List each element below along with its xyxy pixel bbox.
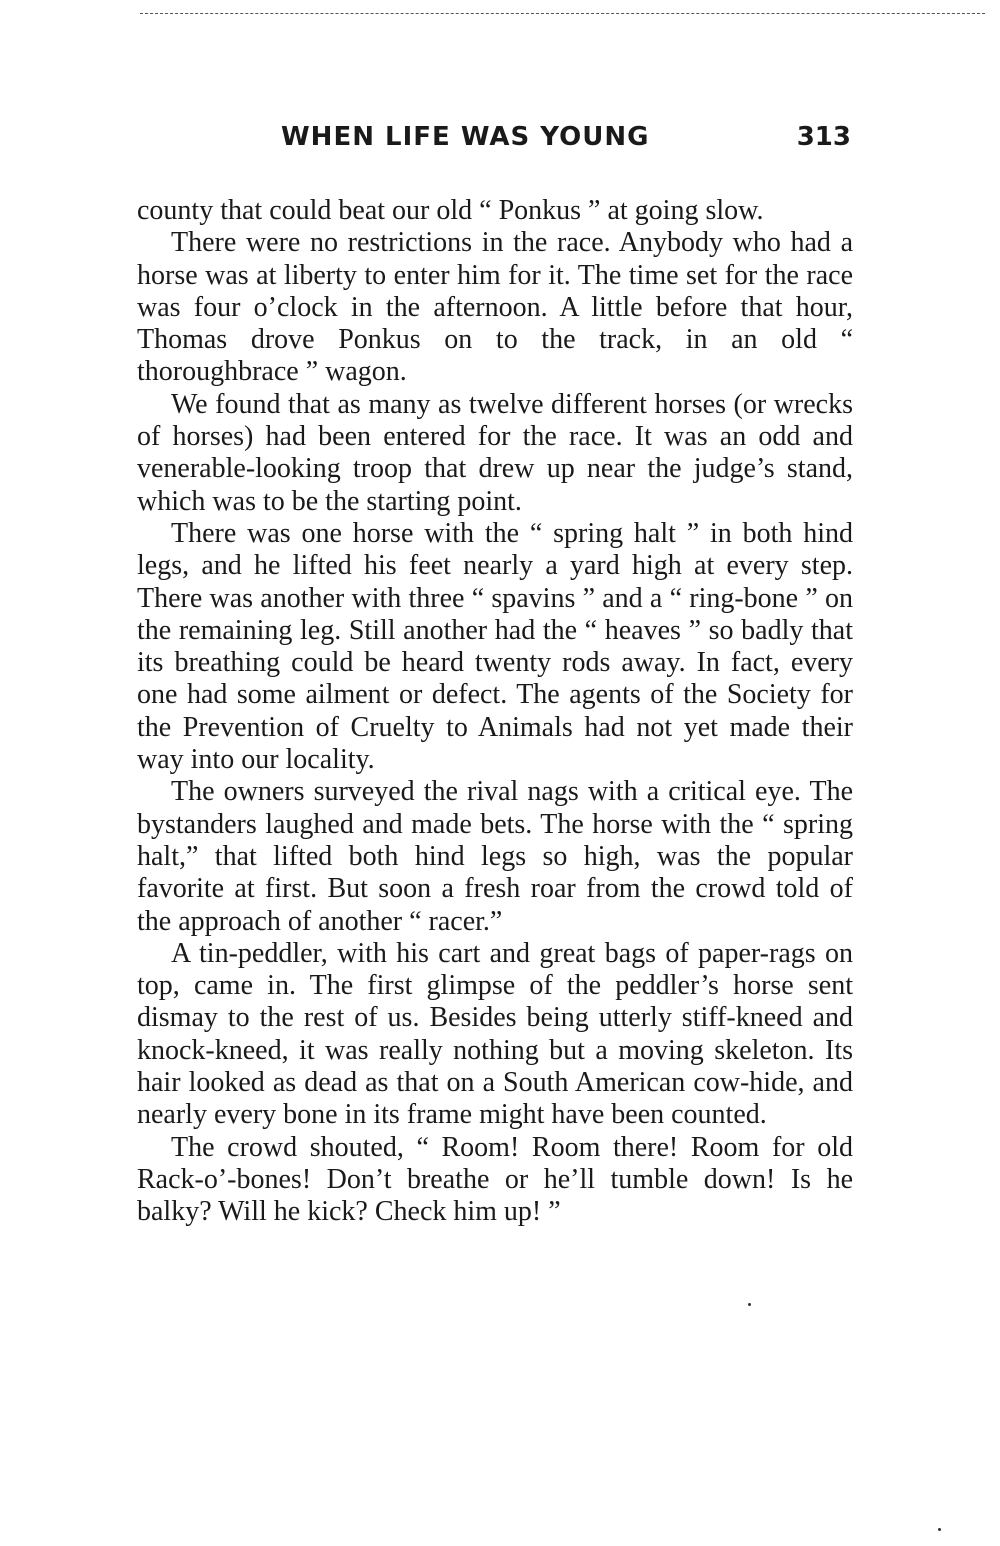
body-text: [137, 195, 853, 1229]
paragraph: The owners surveyed the rival nags with a critical eye. The bystanders laughed and made bets. The horse with the “ spring halt,” that lifted both hind legs so high, was the popular favorite at first. But soon a fresh roar from the crowd told of the approach of another “ racer.”: [137, 776, 853, 937]
paragraph: There were no restrictions in the race. Anybody who had a horse was at liberty to enter him for it. The time set for the race was four o’clock in the afternoon. A little before that hour, Thomas drove Ponkus on to the track, in an old “ thoroughbrace ” wagon.: [137, 227, 853, 388]
paragraph: A tin-peddler, with his cart and great bags of paper-rags on top, came in. The first glimpse of the peddler’s horse sent dismay to the rest of us. Besides being utterly stiff-kneed and knock-kneed, it was really nothing but a moving skeleton. Its hair looked as dead as that on a South American cow-hide, and nearly every bone in its frame might have been counted.: [137, 937, 853, 1131]
paragraph: There was one horse with the “ spring halt ” in both hind legs, and he lifted his feet nearly a yard high at every step. There was another with three “ spavins ” and a “ ring-bone ” on the remaining leg. Still another had the “ heaves ” so badly that its breathing could be heard twenty rods away. In fact, every one had some ailment or defect. The agents of the Society for the Prevention of Cruelty to Animals had not yet made their way into our locality.: [137, 517, 853, 776]
scan-speck: [748, 1303, 751, 1306]
running-title: WHEN LIFE WAS YOUNG: [281, 122, 650, 152]
page-header: [137, 122, 853, 162]
scan-edge-line: [140, 13, 985, 14]
paragraph-continued: county that could beat our old “ Ponkus ” at going slow.: [137, 195, 764, 226]
paragraph: The crowd shouted, “ Room! Room there! Room for old Rack-o’-bones! Don’t breathe or he’ll tumble down! Is he balky? Will he kick? Check him up! ”: [137, 1131, 853, 1228]
page-number: 313: [796, 122, 851, 152]
scan-speck: [938, 1528, 941, 1531]
paragraph: We found that as many as twelve different horses (or wrecks of horses) had been entered for the race. It was an odd and venerable-looking troop that drew up near the judge’s stand, which was to be the starting point.: [137, 388, 853, 517]
